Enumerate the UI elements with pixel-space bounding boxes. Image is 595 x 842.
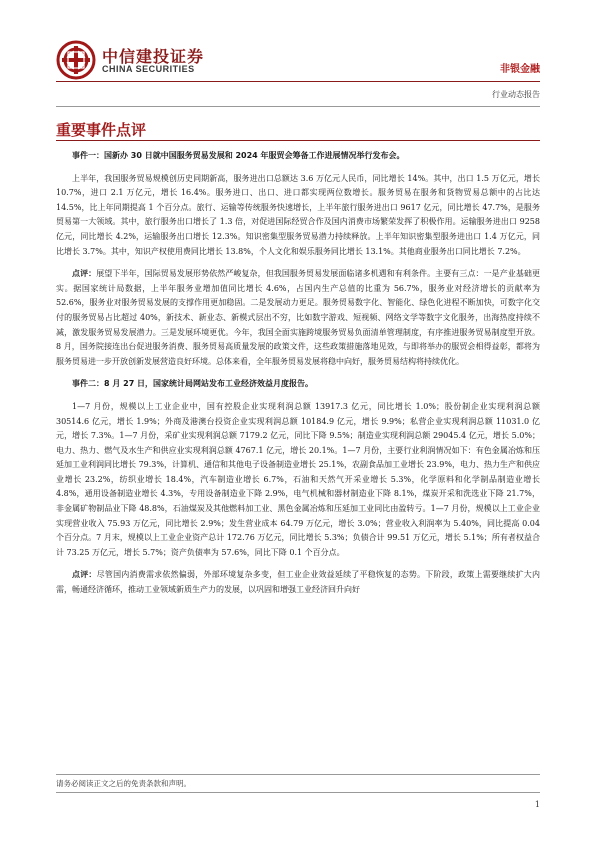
- section-title: 重要事件点评: [56, 121, 147, 139]
- event1-title: 事件一：国新办 30 日就中国服务贸易发展和 2024 年服贸会筹备工作进展情况举行发布会。: [72, 151, 405, 160]
- disclaimer-text: 请务必阅读正文之后的免责条款和声明。: [56, 779, 191, 788]
- header-divider: [56, 81, 540, 82]
- china-securities-logo-icon: [56, 40, 96, 80]
- event2-comment: [56, 568, 540, 597]
- event2-title: 事件二：8 月 27 日，国家统计局网站发布工业经济效益月度报告。: [72, 379, 314, 389]
- event2-paragraph: 1—7 月份，规模以上工业企业中，国有控股企业实现利润总额 13917.3 亿元，同比增长 1.0%；股份制企业实现利润总额 30514.6 亿元，增长 1.9%；外商及港澳台投资企业实现利润总额 10184.9 亿元，增长 9.9%；私营企业实现利润总额 11031.0 亿元，增长 7.3%。1—7 月份，采矿业实现利润总额 7179.2 亿元，同比下降 9.5%；制造业实现利润总额 29045.4 亿元，增长 5.0%；电力、热力、燃气及水生产和供应业实现利润总额 4767.1 亿元，增长 20.1%。1—7 月份，主要行业利润情况如下：有色金属冶炼和压延加工业利润同比增长 79.3%，计算机、通信和其他电子设备制造业增长 25.1%，农副食品加工业增长 23.9%，电力、热力生产和供应业增长 23.2%，纺织业增长 18.4%，汽车制造业增长 6.7%，石油和天然气开采业增长 5.3%，化学原料和化学制品制造业增长 4.8%，通用设备制造业增长 4.3%，专用设备制造业下降 2.9%，电气机械和器材制造业下降 8.1%，煤炭开采和洗选业下降 21.7%，非金属矿物制品业下降 48.8%，石油煤炭及其他燃料加工业、黑色金属冶炼和压延加工业同比由盈转亏。1—7 月份，规模以上工业企业实现营业收入 75.93 万亿元，同比增长 2.9%；发生营业成本 64.79 万亿元，增长 3.0%；营业收入利润率为 5.40%，同比提高 0.04 个百分点。7 月末，规模以上工业企业资产总计 172.76 万亿元，同比增长 5.3%；负债合计 99.51 万亿元，增长 5.1%；所有者权益合计 73.25 万亿元，增长 5.7%；资产负债率为 57.6%，同比下降 0.1 个百分点。: [56, 401, 540, 557]
- event1-comment-label: 点评：: [72, 269, 97, 279]
- report-type-label: 行业动态报告: [492, 90, 540, 99]
- event1-comment: [56, 267, 540, 369]
- event2-comment-label: 点评：: [72, 570, 97, 580]
- brand-name-en: CHINA SECURITIES: [102, 64, 195, 74]
- report-body: [56, 149, 540, 598]
- event1-comment-text: 展望下半年，国际贸易发展形势依然严峻复杂，但我国服务贸易发展面临诸多机遇和有利条件。主要有三点：一是产业基础更实。据国家统计局数据，上半年服务业增加值同比增长 4.6%，占国内生产总值的比重为 56.7%，服务业对经济增长的贡献率为 52.6%，服务业对服务贸易发展的支撑作用更加稳固。二是发展动力更足。服务贸易数字化、智能化、绿色化进程不断加快，可数字化交付的服务贸易占比超过 40%，新技术、新业态、新模式层出不穷，比如数字游戏、短视频、网络文学等数字文化服务，出海热度持续不减，激发服务贸易发展潜力。三是发展环境更优。今年，我国全面实施跨境服务贸易负面清单管理制度，有序推进服务贸易制度型开放。8 月，国务院接连出台促进服务消费、服务贸易高质量发展的政策文件，这些政策措施落地见效，与即将举办的服贸会相得益彰，都将为服务贸易进一步开放创新发展营造良好环境。总体来看，全年服务贸易发展将稳中向好，服务贸易结构将持续优化。: [56, 269, 541, 366]
- section-divider: [56, 140, 540, 141]
- footer-divider: [56, 774, 540, 775]
- subheader-divider: [56, 106, 540, 107]
- page-header: [56, 38, 540, 80]
- event1-paragraph: 上半年，我国服务贸易规模创历史同期新高，服务进出口总额达 3.6 万亿元人民币，同比增长 14%。其中，出口 1.5 万亿元，增长 10.7%，进口 2.1 万亿元，增长 16.4%。服务进口、出口、进口都实现两位数增长。服务贸易在服务和货物贸易总额中的占比达 14.5%，比上年同期提高 1 个百分点。旅行、运输等传统服务快速增长，上半年旅行服务进出口 9617 亿元，同比增长 47.7%，是服务贸易第一大领域。其中，旅行服务出口增长了 1.3 倍，对促进国际经贸合作及国内消费市场繁荣发挥了积极作用。运输服务进出口 9258 亿元，同比增长 4.2%，运输服务出口增长 12.3%。知识密集型服务贸易潜力持续释放。上半年知识密集型服务进出口 1.4 万亿元，同比增长 3.7%。其中，知识产权使用费同比增长 13.8%，个人文化和娱乐服务同比增长 13.1%。其他商业服务出口同比增长 7.2%。: [56, 173, 540, 256]
- footer-divider-bottom: [56, 792, 540, 793]
- brand-name-cn: 中信建投证券: [102, 47, 205, 66]
- event2-comment-text: 尽管国内消费需求依然偏弱，外部环境复杂多变，但工业企业效益延续了平稳恢复的态势。下阶段，政策上需要继续扩大内需，畅通经济循环，推动工业领域新质生产力的发展，以巩固和增强工业经济回升向好: [56, 570, 541, 595]
- page-number: 1: [534, 800, 540, 809]
- sector-label: 非银金融: [500, 64, 540, 75]
